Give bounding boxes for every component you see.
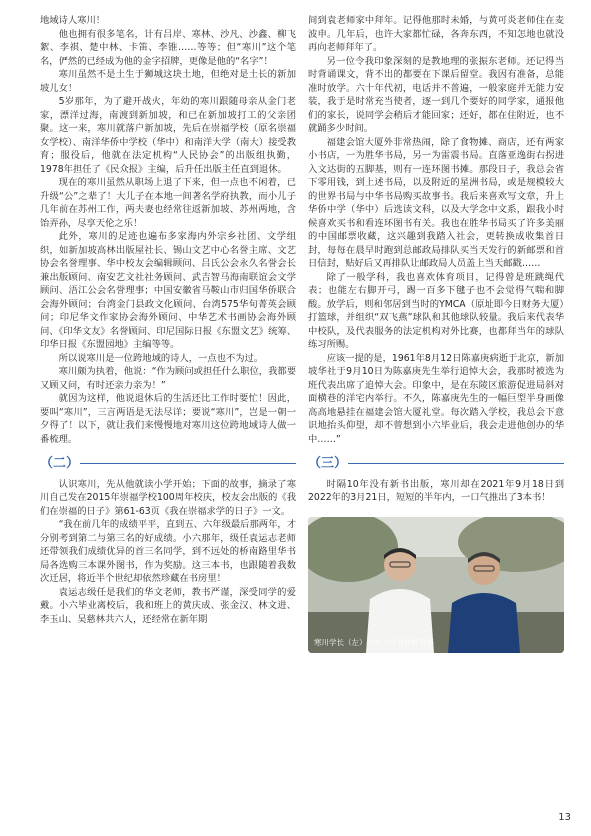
paragraph: 寒川颇为执着，他说：“作为顾问或担任什么职位，我都要又顾又问，有时还亲力亲为！”: [40, 366, 296, 391]
paragraph: “我在前几年的成绩平平，直到五、六年级最后那两年，才分别考到第二与第三名的好成绩。小六那年，级任袁运志老师还带领我们成绩优异的首三名同学，到不远处的桥南路里华书局各选购三本课外图书，作为奖励。这三本书，也跟随着我数次迁居，将近半个世纪却依然珍藏在书房里！: [40, 519, 296, 584]
paragraph: 除了一般学科，我也喜欢体育项目，记得曾是班跳绳代表；也能左右脚开弓，踢一百多下毽子也不会觉得气喘和脚酸。放学后，则和邻居到当时的YMCA（原址即今日财务大厦）打篮球，并组织“双飞燕”球队和其他球队较量。我后来代表华中校队，及代表服务的法定机构对外比赛，也都拜当年的球队练习所赐。: [308, 271, 564, 350]
paragraph: 袁运志级任是我们的华文老师，教书严谨，深受同学的爱戴。小六毕业离校后，我和班上的黄庆成、张金汉、林文进、李玉山、吴慈林共六人，还经常在新年期: [40, 586, 296, 625]
section-number: （三）: [308, 456, 348, 471]
right-column: [308, 14, 564, 653]
page-number: 13: [558, 812, 571, 823]
paragraph: 福建会馆大厦外非常热闹，除了食物摊、商店，还有两家小书店，一为胜华书局，另一为雷震书局。直落亚逸街右拐进入文达街的五脚基，则有一连环图书摊。那段日子，我总会省下零用钱，到上述书局，以及附近的星洲书局，或是规模较大的世界书局与中华书局购买故事书。我后来喜欢写文章，升上华侨中学（华中）后选读文科，以及大学念中文系，跟我小时候喜欢买书和看连环图书有关。我也在胜华书局买了许多美丽的中国邮票收藏，这兴趣到我踏入社会，更转换成收集首日封，每每在晨早时跑到总邮政局排队买当天发行的新邮票和首日信封，贴好后又再排队让邮政局人员盖上当天邮戳……: [308, 136, 564, 269]
paragraph: 就因为这样，他说退休后的生活还比工作时要忙！因此，要叫“寒川”，三言两语是无法尽详；要说“寒川”，岂是一朝一夕得了！以下，就让我们来慢慢地对寒川这位跨地域诗人做一番梳理。: [40, 393, 296, 445]
section-heading-2: [40, 457, 296, 471]
section-divider: [80, 463, 296, 464]
section-heading-3: [308, 457, 564, 471]
paragraph: 应该一提的是，1961年8月12日陈嘉庚病逝于北京，新加坡华社于9月10日为陈嘉庚先生举行追悼大会，我那时被选为班代表出席了追悼大会。印象中，是在东陵区旅游促进局斜对面横巷的洋宅内举行。不久，陈嘉庚先生的一幅巨型半身画像高高地悬挂在福建会馆大厦礼堂。每次踏入学校，我总会下意识地抬头仰望，却不曾想到小六毕业后，我会走进他创办的华中……”: [308, 352, 564, 445]
left-column: [40, 14, 296, 626]
paragraph: 认识寒川，先从他就读小学开始；下面的故事，摘录了寒川自己发在2015年崇福学校100周年校庆，校友会出版的《我们在崇福的日子》第61-63页《我在崇福求学的日子》一文。: [40, 478, 296, 517]
left-body-text: [40, 14, 296, 446]
photo-caption: 寒川学长（左）与本文作者林舒合影: [314, 638, 434, 647]
left-body-text-2: [40, 478, 296, 627]
paragraph: 他也拥有很多笔名，计有吕岸、寒林、沙凡、沙鑫、柳飞絮、李祺、楚中林、卡笛、李锥……等等；但“寒川”这个笔名，俨然的已经成为他的金字招牌，更像是他的“名字”！: [40, 28, 296, 67]
paragraph: 寒川虽然不是土生于狮城这块土地，但绝对是土长的新加坡儿女！: [40, 69, 296, 94]
paragraph: 间到袁老师家中拜年。记得他那时未婚，与黄可炎老师住在麦波申。几年后，也许大家都忙碌，各奔东西，不知怎地也就没再向老师拜年了。: [308, 15, 564, 53]
paragraph: 另一位令我印象深刻的是教地理的张振东老师。还记得当时背诵课文，背不出的都要在下课后留堂。我因有准备，总能准时放学。六十年代初，电话并不普遍，一般家庭并无能力安装，我于是时常充当使者，逐一到几个要好的同学家，通报他们的家长，说同学会稍后才能回家；还好，都在住附近，也不就踊多少时间。: [308, 55, 564, 134]
author-photo: [308, 517, 564, 653]
right-body-text-2: [308, 478, 564, 505]
section-number: （二）: [40, 456, 80, 471]
paragraph: 此外，寒川的足迹也遍布多家海内外宗乡社团、文学组织，如新加坡高林出版屋社长、锡山文艺中心名誉主席、文艺协会名誉理事、华中校友会编辑顾问、吕氏公会永久名誉会长兼出版顾问、南安艺文社社务顾问、武吉智马海南联谊会文学顾问、浯江公会名誉理事；中国安徽省马鞍山市归国华侨联合会海外顾问；台湾金门县政文化顾问、台湾575华旬菁英会顾问；印尼华文作家协会海外顾问、中华艺术书画协会海外顾问、《印华文友》名誉顾问、印尼国际日报《东盟文艺》统筹、印华日报《东盟园地》主编等等。: [40, 231, 296, 350]
paragraph: 时隔10年没有新书出版，寒川却在2021年9月18日到2022年的3月21日，短短的半年内，一口气推出了3本书！: [308, 478, 564, 503]
right-body-text: [308, 14, 564, 446]
paragraph: 所以说寒川是一位跨地域的诗人，一点也不为过。: [58, 352, 264, 364]
photo-illustration: [308, 517, 564, 653]
paragraph: 5岁那年，为了避开战火，年幼的寒川跟随母亲从金门老家，漂洋过海，南渡到新加坡，和已在新加坡打工的父亲团聚。这一来，寒川就落户新加坡，先后在崇福学校（原名崇福女学校）、南洋华侨中学校（华中）和南洋大学（南大）接受教育；服役后，他就在法定机构“人民协会”的出版组执勤，1978年担任了《民众报》主编，后升任出版主任直到退休。: [40, 96, 296, 175]
paragraph: 地域诗人寒川！: [40, 15, 106, 26]
paragraph: 现在的寒川虽然从职场上退了下来，但一点也不闲着，已升级“公”之辈了！大儿子在本地一间著名学府执教，而小儿子几年前在苏州工作，两夫妻也经常往返新加坡、苏州两地，含饴弄孙，尽享天伦之乐！: [40, 177, 296, 229]
section-divider: [348, 463, 564, 464]
